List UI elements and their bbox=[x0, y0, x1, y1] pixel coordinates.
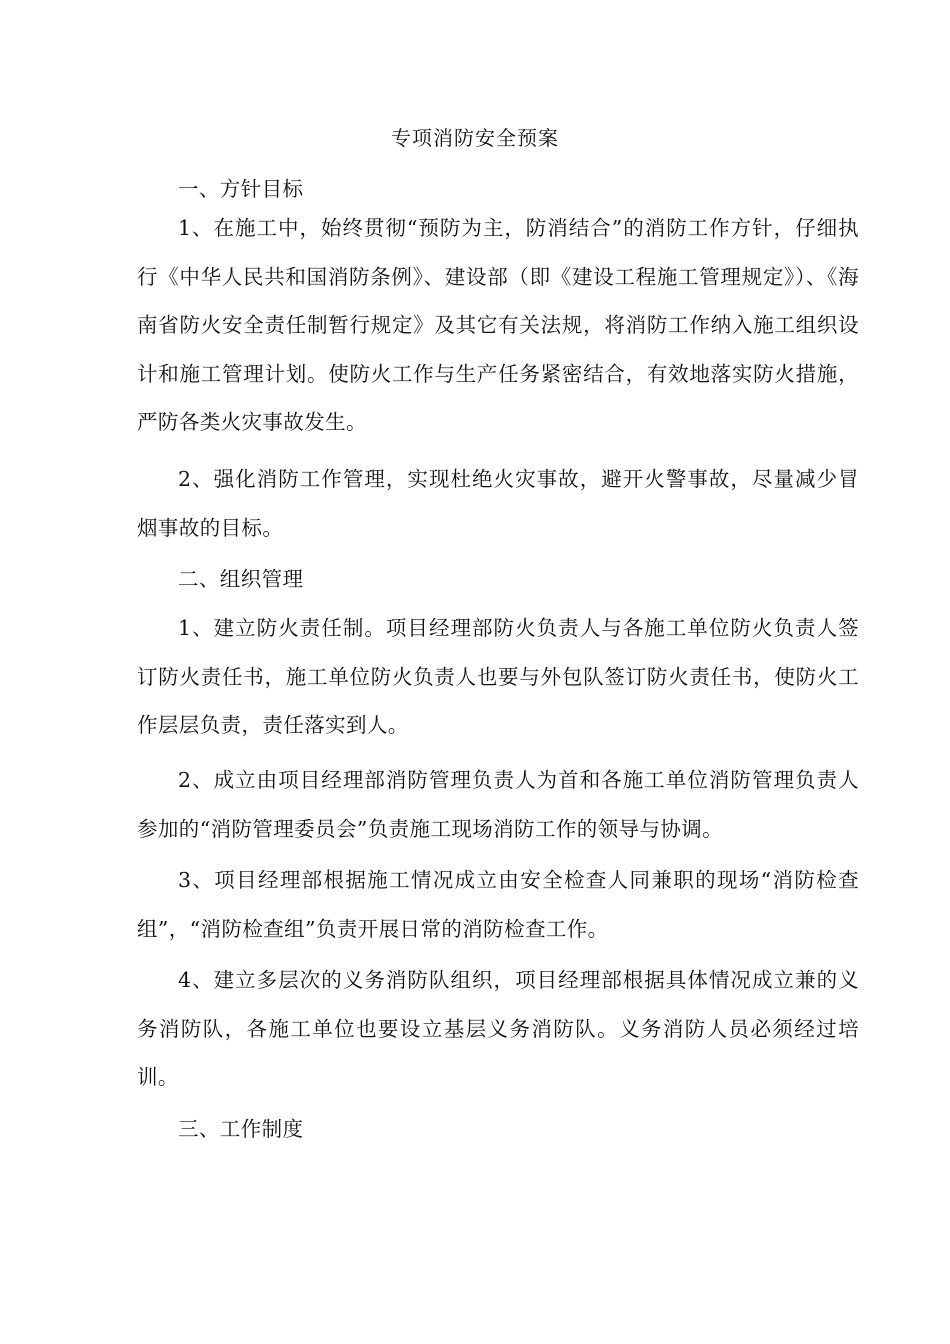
paragraph-2-4: 4、建立多层次的义务消防队组织，项目经理部根据具体情况成立兼的义务消防队，各施工单位也要设立基层义务消防队。义务消防人员必须经过培训。 bbox=[137, 968, 859, 1089]
paragraph-1-1: 1、在施工中，始终贯彻“预防为主，防消结合”的消防工作方针，仔细执行《中华人民共和国消防条例》、建设部（即《建设工程施工管理规定》）、《海南省防火安全责任制暂行规定》及其它有关法规，将消防工作纳入施工组织设计和施工管理计划。使防火工作与生产任务紧密结合，有效地落实防火措施，严防各类火灾事故发生。 bbox=[137, 216, 859, 434]
document-title: 专项消防安全预案 bbox=[391, 126, 559, 150]
paragraph-2-2: 2、成立由项目经理部消防管理负责人为首和各施工单位消防管理负责人参加的“消防管理委员会”负责施工现场消防工作的领导与协调。 bbox=[137, 768, 859, 841]
section-heading-1: 一、方针目标 bbox=[178, 177, 304, 201]
paragraph-2-3: 3、项目经理部根据施工情况成立由安全检查人同兼职的现场“消防检查组”，“消防检查组”负责开展日常的消防检查工作。 bbox=[137, 868, 859, 941]
section-heading-2: 二、组织管理 bbox=[178, 567, 304, 591]
section-heading-3: 三、工作制度 bbox=[178, 1117, 304, 1141]
paragraph-2-1: 1、建立防火责任制。项目经理部防火负责人与各施工单位防火负责人签订防火责任书，施工单位防火负责人也要与外包队签订防火责任书，使防火工作层层负责，责任落实到人。 bbox=[137, 616, 859, 737]
paragraph-1-2: 2、强化消防工作管理，实现杜绝火灾事故，避开火警事故，尽量减少冒烟事故的目标。 bbox=[137, 467, 859, 540]
